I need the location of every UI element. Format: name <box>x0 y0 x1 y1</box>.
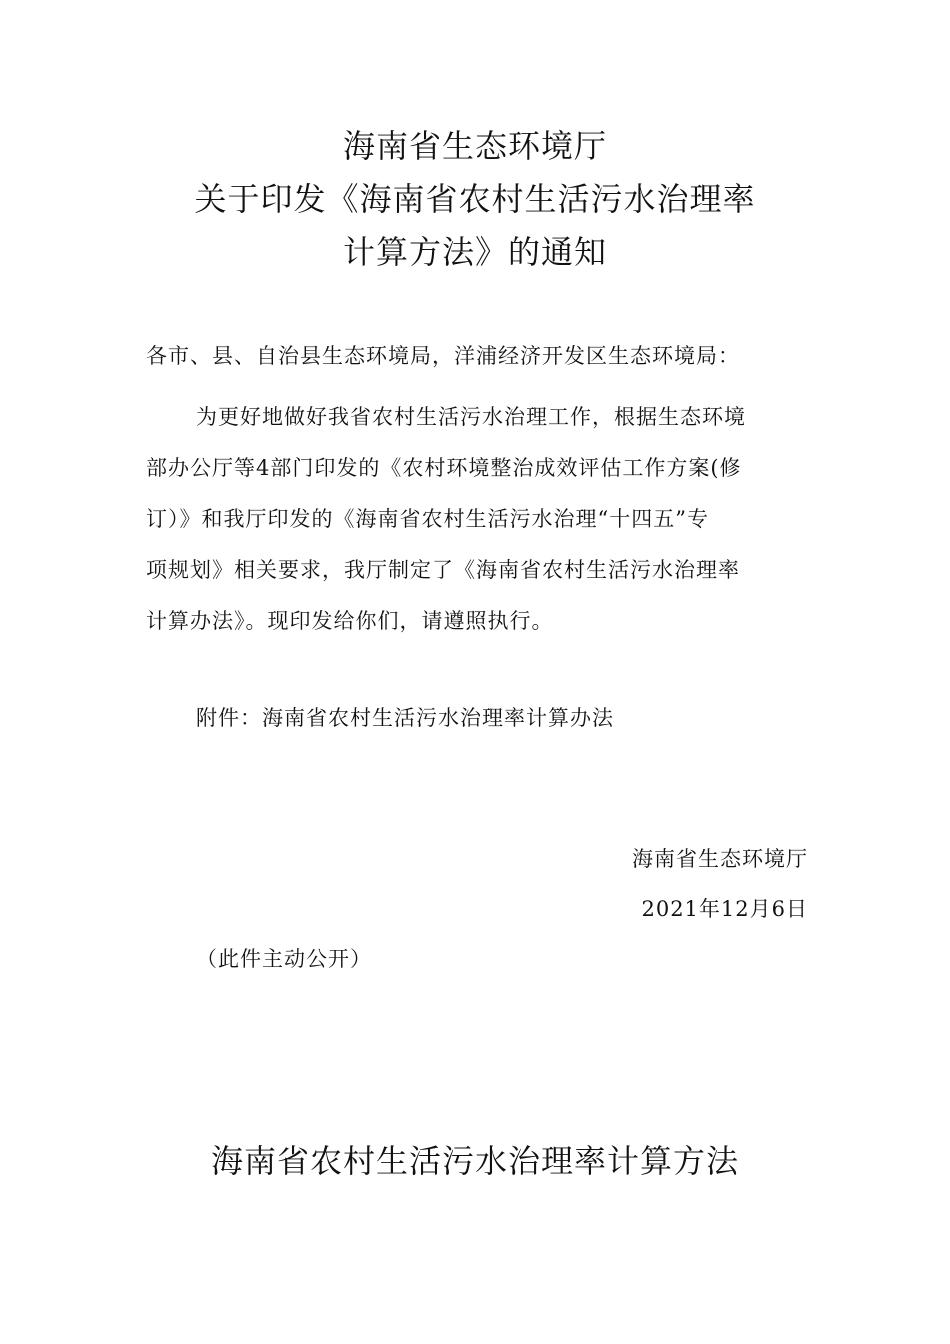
salutation: 各市、县、自治县生态环境局，洋浦经济开发区生态环境局： <box>146 344 740 368</box>
attachment-title: 海南省农村生活污水治理率计算方法 <box>210 1142 739 1180</box>
body-paragraph <box>146 392 808 647</box>
title-line-3: 计算方法》的通知 <box>342 233 607 271</box>
signature-date: 2021年12月6日 <box>641 897 808 921</box>
body-line-1: 为更好地做好我省农村生活污水治理工作，根据生态环境 <box>196 405 746 429</box>
attachment-line: 附件：海南省农村生活污水治理率计算办法 <box>196 706 614 730</box>
body-line-2: 部办公厅等4部门印发的《农村环境整治成效评估工作方案(修 <box>146 456 742 480</box>
title-line-2: 关于印发《海南省农村生活污水治理率 <box>194 180 756 218</box>
title-line-1: 海南省生态环境厅 <box>342 127 607 165</box>
notice-title <box>0 120 950 279</box>
public-note: （此件主动公开） <box>196 947 372 971</box>
body-line-4: 项规划》相关要求，我厅制定了《海南省农村生活污水治理率 <box>146 558 740 582</box>
signature-org: 海南省生态环境厅 <box>632 847 808 871</box>
body-line-3: 订）》和我厅印发的《海南省农村生活污水治理“十四五”专 <box>146 507 709 531</box>
body-line-5: 计算办法》。现印发给你们，请遵照执行。 <box>146 609 554 633</box>
